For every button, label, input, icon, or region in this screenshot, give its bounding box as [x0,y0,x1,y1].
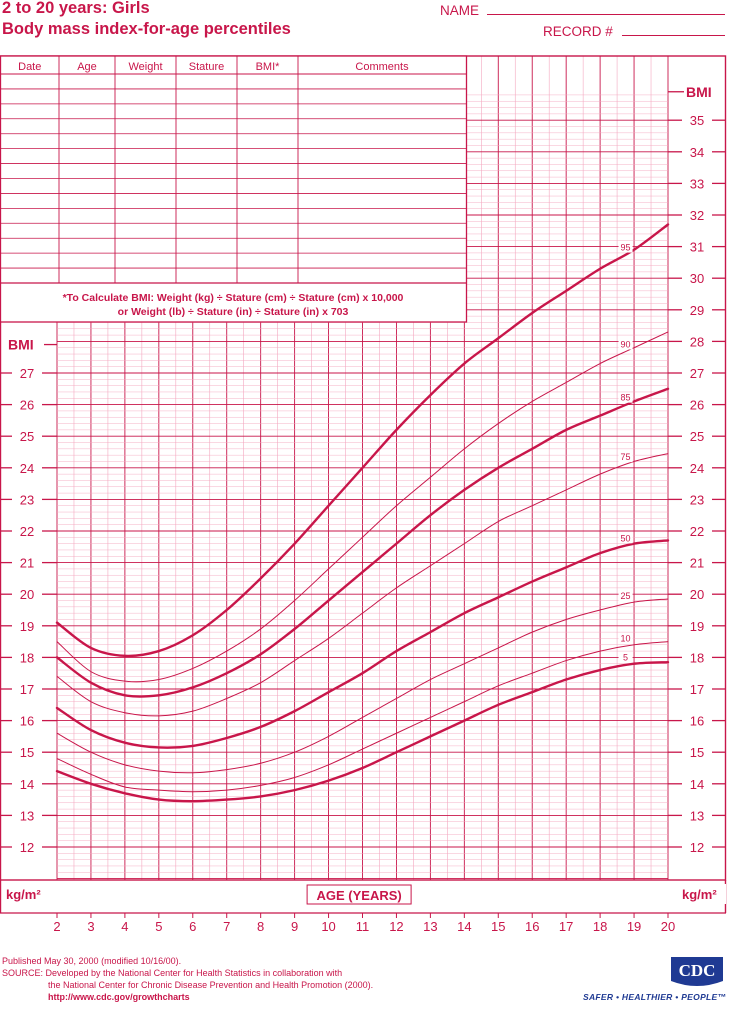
y-tick-label-right: 34 [689,144,705,160]
table-header-4: BMI* [255,61,280,73]
y-tick-label-right: 20 [689,587,705,603]
x-tick-label: 19 [626,919,642,934]
formula-line2: or Weight (lb) ÷ Stature (in) ÷ Stature (in) x 703 [117,306,349,318]
y-tick-label-right: 25 [689,429,705,445]
table-header-5: Comments [355,61,409,73]
y-tick-label-right: 33 [689,176,705,192]
unit-label-right: kg/m² [682,887,717,902]
y-tick-label-left: 13 [19,808,35,824]
y-tick-label-left: 22 [19,524,35,539]
y-tick-label-left: 26 [19,397,35,413]
y-tick-label-left: 19 [19,618,35,634]
y-tick-label-right: 17 [689,682,705,697]
x-tick-label: 7 [223,919,231,934]
y-tick-label-right: 23 [689,492,705,508]
xlabel: AGE (YEARS) [316,888,402,903]
formula-line1: *To Calculate BMI: Weight (kg) ÷ Stature (cm) ÷ Stature (cm) x 10,000 [62,292,404,304]
x-tick-label: 5 [155,919,163,934]
y-tick-label-right: 30 [689,271,705,287]
y-tick-label-right: 14 [689,776,705,792]
percentile-label-95: 95 [620,242,631,253]
source-line1: SOURCE: Developed by the National Center for Health Statistics in collaboration with [2,968,343,978]
record-table-box [1,56,467,322]
y-tick-label-left: 23 [19,492,35,508]
y-tick-label-left: 25 [19,429,35,445]
x-tick-label: 11 [355,919,370,934]
percentile-label-75: 75 [620,452,631,463]
y-tick-label-right: 19 [689,618,705,634]
cdc-logo [668,955,726,988]
x-tick-label: 16 [524,919,540,934]
x-tick-label: 6 [189,919,197,934]
percentile-label-5: 5 [623,652,629,663]
x-tick-label: 12 [389,919,404,934]
table-header-0: Date [18,61,42,73]
y-tick-label-right: 21 [689,555,705,571]
chart-title-line2: Body mass index-for-age percentiles [2,20,291,38]
table-header-3: Stature [188,61,225,73]
percentile-label-10: 10 [620,633,631,644]
x-tick-label: 9 [290,919,299,934]
record-table [1,56,467,322]
ylabel-right: BMI [686,83,712,100]
unit-label-left: kg/m² [6,887,41,902]
y-tick-label-left: 14 [19,776,35,792]
y-tick-label-left: 18 [19,650,35,666]
x-tick-label: 10 [321,919,336,934]
y-tick-label-right: 15 [689,745,705,761]
y-tick-label-left: 24 [19,460,35,476]
y-tick-label-right: 28 [689,334,705,350]
name-label: NAME [440,3,480,18]
y-tick-label-right: 26 [689,397,705,413]
y-tick-label-right: 18 [689,650,705,666]
x-tick-label: 13 [423,919,438,934]
record-label: RECORD # [543,24,613,39]
x-tick-label: 3 [87,919,95,934]
y-tick-label-right: 16 [689,713,705,729]
percentile-label-85: 85 [620,392,631,403]
percentile-label-50: 50 [620,533,631,544]
y-tick-label-left: 12 [19,840,35,855]
percentile-label-25: 25 [620,591,631,602]
x-tick-label: 15 [491,919,506,934]
x-tick-label: 18 [592,919,608,934]
y-tick-label-left: 27 [19,366,35,381]
y-tick-label-right: 24 [689,460,705,476]
x-tick-label: 17 [558,919,574,934]
published-note: Published May 30, 2000 (modified 10/16/00). [2,956,182,966]
x-tick-label: 20 [660,919,676,934]
ylabel-left: BMI [8,336,34,353]
y-tick-label-right: 22 [689,524,705,539]
x-tick-label: 2 [53,919,61,934]
source-url[interactable]: http://www.cdc.gov/growthcharts [48,992,190,1002]
y-tick-label-left: 20 [19,587,35,603]
percentile-label-90: 90 [620,339,631,350]
table-header-2: Weight [128,61,163,73]
table-header-1: Age [77,61,97,73]
source-line2: the National Center for Chronic Disease Prevention and Health Promotion (2000). [48,980,374,990]
cdc-logo-text: CDC [678,961,716,980]
y-tick-label-right: 13 [689,808,705,824]
y-tick-label-left: 16 [19,713,35,729]
x-tick-label: 8 [257,919,265,934]
y-tick-label-right: 31 [689,239,705,255]
y-tick-label-left: 15 [19,745,35,761]
y-tick-label-right: 35 [689,113,705,129]
y-tick-label-left: 21 [19,555,35,571]
y-tick-label-right: 27 [689,366,705,381]
y-tick-label-right: 12 [689,840,705,855]
y-tick-label-left: 17 [19,682,35,697]
chart-title-line1: 2 to 20 years: Girls [2,0,150,17]
x-tick-label: 4 [121,919,129,934]
y-tick-label-right: 32 [689,208,705,223]
cdc-tagline: SAFER • HEALTHIER • PEOPLE™ [583,992,727,1002]
y-tick-label-right: 29 [689,302,705,318]
x-tick-label: 14 [457,919,472,934]
